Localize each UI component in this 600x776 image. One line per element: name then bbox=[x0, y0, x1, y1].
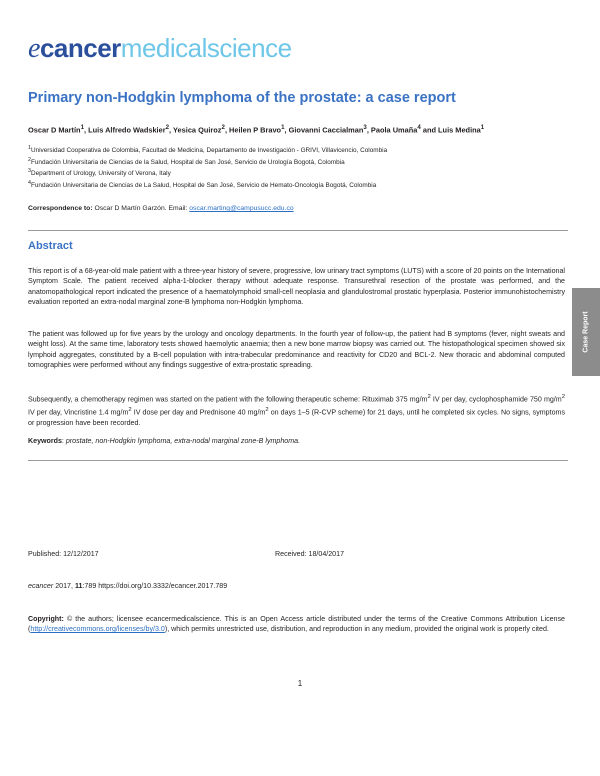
abstract-heading: Abstract bbox=[28, 240, 73, 252]
correspondence bbox=[28, 205, 573, 212]
author-list: Oscar D Martín$^1$, Luis Alfredo Wadskier$^2$, Yesica Quiroz$^2$, Heilen P Bravo$^1$, Giovanni Caccialman$^3$, Paola Umaña$^4$ and Luis Medina$^1$ bbox=[28, 124, 485, 135]
case-report-tab-label: Case Report bbox=[582, 311, 590, 353]
divider-bottom bbox=[28, 460, 568, 461]
affiliations bbox=[28, 144, 573, 191]
page-number: 1 bbox=[297, 679, 303, 688]
citation-journal: ecancer bbox=[28, 582, 54, 590]
keywords-value: prostate, non-Hodgkin lymphoma, extra-nodal marginal zone-B lymphoma. bbox=[65, 437, 301, 445]
abstract-paragraph-3: Subsequently, a chemotherapy regimen was started on the patient with the following therapeutic scheme: Rituximab 375 $mg/m^2$ IV per day, cyclophosphamide 750 $mg/m^2$ IV per day, Vincristine 1.4 $mg/m^2$ IV dose per day and Prednisone 40 $mg/m^2$ on days 1–5 (R-CVP scheme) for 21 days, until he completed six cycles. No signs, symptoms or progression have been recorded. bbox=[28, 394, 566, 427]
affiliation-2: $^2$Fundación Universitaria de Ciencias de la Salud, Hospital de San José, Servicio de Urología Bogotá, Colombia bbox=[28, 156, 345, 166]
logo-e: e bbox=[28, 33, 40, 64]
citation-year: 2017, bbox=[53, 582, 75, 590]
keywords-label: Keywords bbox=[28, 437, 62, 445]
copyright-label: Copyright: bbox=[28, 615, 64, 623]
affiliation-4: $^4$Fundación Universitaria de Ciencias de La Salud, Hospital de San José, Servicio de Hemato-Oncología Bogotá, Colombia bbox=[28, 180, 377, 190]
correspondence-text: Oscar D Martín Garzón. Email: bbox=[92, 205, 190, 212]
affiliation-1: $^1$Universidad Cooperativa de Colombia, Facultad de Medicina, Departamento de Investigación - GRIVI, Villavicencio, Colombia bbox=[28, 145, 388, 155]
license-link[interactable]: http://creativecommons.org/licenses/by/3.0 bbox=[30, 625, 165, 634]
copyright-text-1: © the authors; licensee ecancermedicalscience. This is an Open Access article distributed under the terms of the Creative Commons Attribution License ( bbox=[28, 615, 565, 634]
copyright-notice bbox=[28, 614, 565, 635]
affiliation-3: $^3$Department of Urology, University of Verona, Italy bbox=[28, 168, 171, 178]
correspondence-label: Correspondence to: bbox=[28, 205, 93, 212]
citation-volume: 11 bbox=[74, 582, 83, 590]
case-report-tab bbox=[572, 288, 600, 376]
logo-cancer: cancer bbox=[39, 33, 121, 63]
abstract-paragraph-1: This report is of a 68-year-old male patient with a three-year history of severe, progressive, low urinary tract symptoms (LUTS) with a score of 20 points on the International Symptom Scale. The patient received alpha-1-blocker therapy without adequate response. Transurethral resection of the prostate was performed, and the anatomopathological report indicated the presence of a haematolymphoid small-cell neoplasia and glandulostromal prostatic hyperplasia. Posterior immunohistochemistry evaluation reported an extra-nodal marginal zone-B lymphoma non-Hodgkin lymphoma. bbox=[28, 267, 565, 307]
copyright-text-2: ), which permits unrestricted use, distribution, and reproduction in any medium, provided the original work is properly cited. bbox=[164, 625, 549, 634]
keywords bbox=[28, 437, 568, 445]
email-link[interactable]: oscar.marting@campusucc.edu.co bbox=[189, 205, 294, 212]
journal-logo bbox=[28, 33, 292, 65]
logo-medicalscience: medicalscience bbox=[120, 33, 292, 63]
published-date: Published: 12/12/2017 bbox=[28, 550, 99, 558]
keywords-sep: : bbox=[61, 437, 66, 445]
received-date: Received: 18/04/2017 bbox=[275, 550, 345, 558]
citation-doi: :789 https://doi.org/10.3332/ecancer.2017.789 bbox=[82, 582, 228, 590]
article-title: Primary non-Hodgkin lymphoma of the prostate: a case report bbox=[28, 90, 456, 106]
abstract-paragraph-2: The patient was followed up for five years by the urology and oncology departments. In the fourth year of follow-up, the patient had B symptoms (fever, night sweats and weight loss). At the same time, laboratory tests showed haemolytic anaemia; then a new bone marrow biopsy was carried out. The histopathological specimen showed six lymphoid aggregates, constituted by a B-cell population with intra-trabecular predominance and reactivity for CD20 and BCL-2. New thoracic and abdominal computed tomographies were performed without any findings suggestive of extra-prostatic spreading. bbox=[28, 330, 565, 370]
citation bbox=[28, 582, 227, 590]
divider-top bbox=[28, 230, 568, 231]
